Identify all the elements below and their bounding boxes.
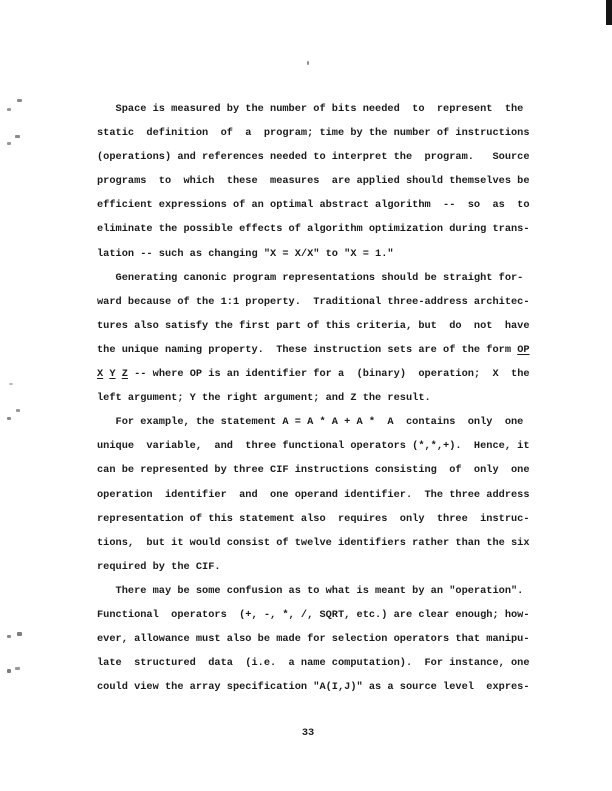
- underlined-text: OP: [517, 343, 530, 356]
- text-line: [97, 603, 557, 627]
- text-segment: Functional operators (+, -, *, /, SQRT, etc.) are clear enough; how-: [97, 608, 530, 621]
- text-line: [97, 314, 557, 338]
- scan-speck: [15, 135, 20, 138]
- scan-speck: [17, 632, 22, 636]
- scan-speck: [7, 142, 11, 145]
- underlined-text: X: [97, 368, 104, 381]
- text-line: [97, 483, 557, 507]
- text-segment: tures also satisfy the first part of this criteria, but do not have: [97, 319, 530, 332]
- underlined-text: Y: [109, 368, 116, 381]
- text-segment: lation -- such as changing "X = X/X" to "X = 1.": [97, 247, 394, 260]
- text-segment: representation of this statement also requires only three instruc-: [97, 512, 530, 525]
- text-line: [97, 242, 557, 266]
- text-line: [97, 121, 557, 145]
- text-line: [97, 579, 557, 603]
- scan-speck: [15, 667, 20, 670]
- text-segment: There may be some confusion as to what is meant by an "operation".: [97, 584, 524, 597]
- scan-speck: [9, 383, 13, 385]
- scan-speck: [7, 669, 11, 673]
- page-number: 33: [301, 727, 315, 739]
- text-line: [97, 362, 557, 386]
- scan-speck: [7, 108, 11, 111]
- text-segment: left argument; Y the right argument; and Z the result.: [97, 392, 431, 405]
- text-segment: programs to which these measures are applied should themselves be: [97, 175, 530, 188]
- text-segment: ever, allowance must also be made for selection operators that manipu-: [97, 633, 530, 646]
- text-line: [97, 266, 557, 290]
- text-line: [97, 651, 557, 675]
- text-segment: eliminate the possible effects of algorithm optimization during trans-: [97, 223, 530, 236]
- text-segment: late structured data (i.e. a name computation). For instance, one: [97, 657, 530, 670]
- text-segment: the unique naming property. These instruction sets are of the form: [97, 343, 518, 356]
- text-segment: Space is measured by the number of bits needed to represent the: [97, 103, 524, 115]
- text-line: [97, 193, 557, 217]
- scanner-corner-mark: [606, 0, 612, 25]
- text-line: [97, 217, 557, 241]
- text-segment: ward because of the 1:1 property. Traditional three-address architec-: [97, 295, 530, 308]
- text-segment: could view the array specification "A(I,J)" as a source level expres-: [97, 681, 530, 694]
- scan-speck: [7, 635, 11, 638]
- text-line: [97, 507, 557, 531]
- text-line: [97, 145, 557, 169]
- scan-speck: [16, 409, 20, 412]
- text-line: [97, 169, 557, 193]
- text-segment: For example, the statement A = A * A + A * A contains only one: [97, 416, 524, 429]
- text-segment: tions, but it would consist of twelve identifiers rather than the six: [97, 536, 530, 549]
- text-line: [97, 290, 557, 314]
- text-line: [97, 434, 557, 458]
- underlined-text: Z: [121, 368, 128, 381]
- scan-speck: [307, 61, 309, 65]
- text-segment: efficient expressions of an optimal abstract algorithm -- so as to: [97, 199, 530, 212]
- text-segment: required by the CIF.: [97, 560, 221, 573]
- body-text: [97, 97, 557, 699]
- text-line: [97, 555, 557, 579]
- text-line: [97, 458, 557, 482]
- text-segment: Generating canonic program representations should be straight for-: [97, 271, 524, 284]
- text-line: [97, 338, 557, 362]
- text-segment: unique variable, and three functional operators (*,*,+). Hence, it: [97, 440, 530, 453]
- text-segment: operation identifier and one operand identifier. The three address: [97, 488, 530, 501]
- text-segment: -- where OP is an identifier for a (binary) operation; X the: [127, 368, 530, 381]
- text-segment: static definition of a program; time by the number of instructions: [97, 127, 530, 140]
- text-line: [97, 531, 557, 555]
- text-line: [97, 410, 557, 434]
- text-line: [97, 97, 557, 121]
- text-line: [97, 627, 557, 651]
- text-segment: can be represented by three CIF instructions consisting of only one: [97, 464, 530, 477]
- text-segment: (operations) and references needed to interpret the program. Source: [97, 151, 530, 164]
- text-line: [97, 386, 557, 410]
- text-line: [97, 675, 557, 699]
- scan-speck: [7, 417, 11, 420]
- scan-speck: [17, 99, 22, 102]
